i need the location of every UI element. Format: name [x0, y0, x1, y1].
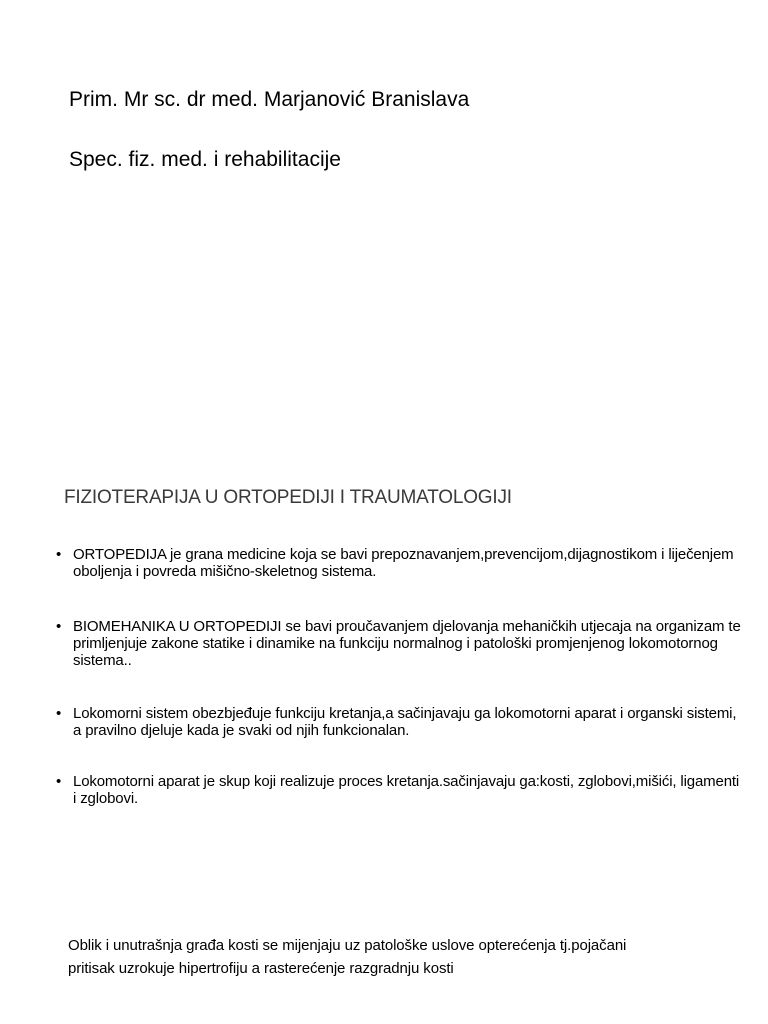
bullet-item-biomehanika	[56, 618, 746, 669]
closing-paragraph: Oblik i unutrašnja građa kosti se mijenjaju uz patološke uslove opterećenja tj.pojačani pritisak uzrokuje hipertrofiju a rasterećenje razgradnju kosti	[68, 937, 627, 977]
bullet-text: Lokomorni sistem obezbjeđuje funkciju kretanja,a sačinjavaju ga lokomotorni aparat i organski sistemi, a pravilno djeluje kada je svaki od njih funkcionalan.	[73, 705, 737, 739]
bullet-item-lokomorni-sistem	[56, 705, 746, 739]
author-name: Prim. Mr sc. dr med. Marjanović Branislava	[69, 88, 470, 111]
bullet-list	[56, 546, 746, 807]
bullet-text: Lokomotorni aparat je skup koji realizuje proces kretanja.sačinjavaju ga:kosti, zglobovi,mišići, ligamenti i zglobovi.	[73, 773, 740, 807]
bullet-dot-icon: •	[56, 705, 62, 722]
bullet-item-ortopedija	[56, 546, 746, 580]
bullet-item-lokomotorni-aparat	[56, 773, 746, 807]
author-specialization: Spec. fiz. med. i rehabilitacije	[69, 148, 341, 171]
bullet-dot-icon: •	[56, 618, 62, 635]
section-heading: FIZIOTERAPIJA U ORTOPEDIJI I TRAUMATOLOGIJI	[64, 487, 512, 508]
bullet-text: BIOMEHANIKA U ORTOPEDIJI se bavi proučavanjem djelovanja mehaničkih utjecaja na organizam te primljenjuje zakone statike i dinamike na funkciju normalnog i patološki promjenjenog lokomotornog sistema..	[73, 618, 741, 669]
bullet-dot-icon: •	[56, 546, 62, 563]
bullet-dot-icon: •	[56, 773, 62, 790]
bullet-text: ORTOPEDIJA je grana medicine koja se bavi prepoznavanjem,prevencijom,dijagnostikom i liječenjem oboljenja i povreda mišično-skeletnog sistema.	[73, 546, 734, 580]
